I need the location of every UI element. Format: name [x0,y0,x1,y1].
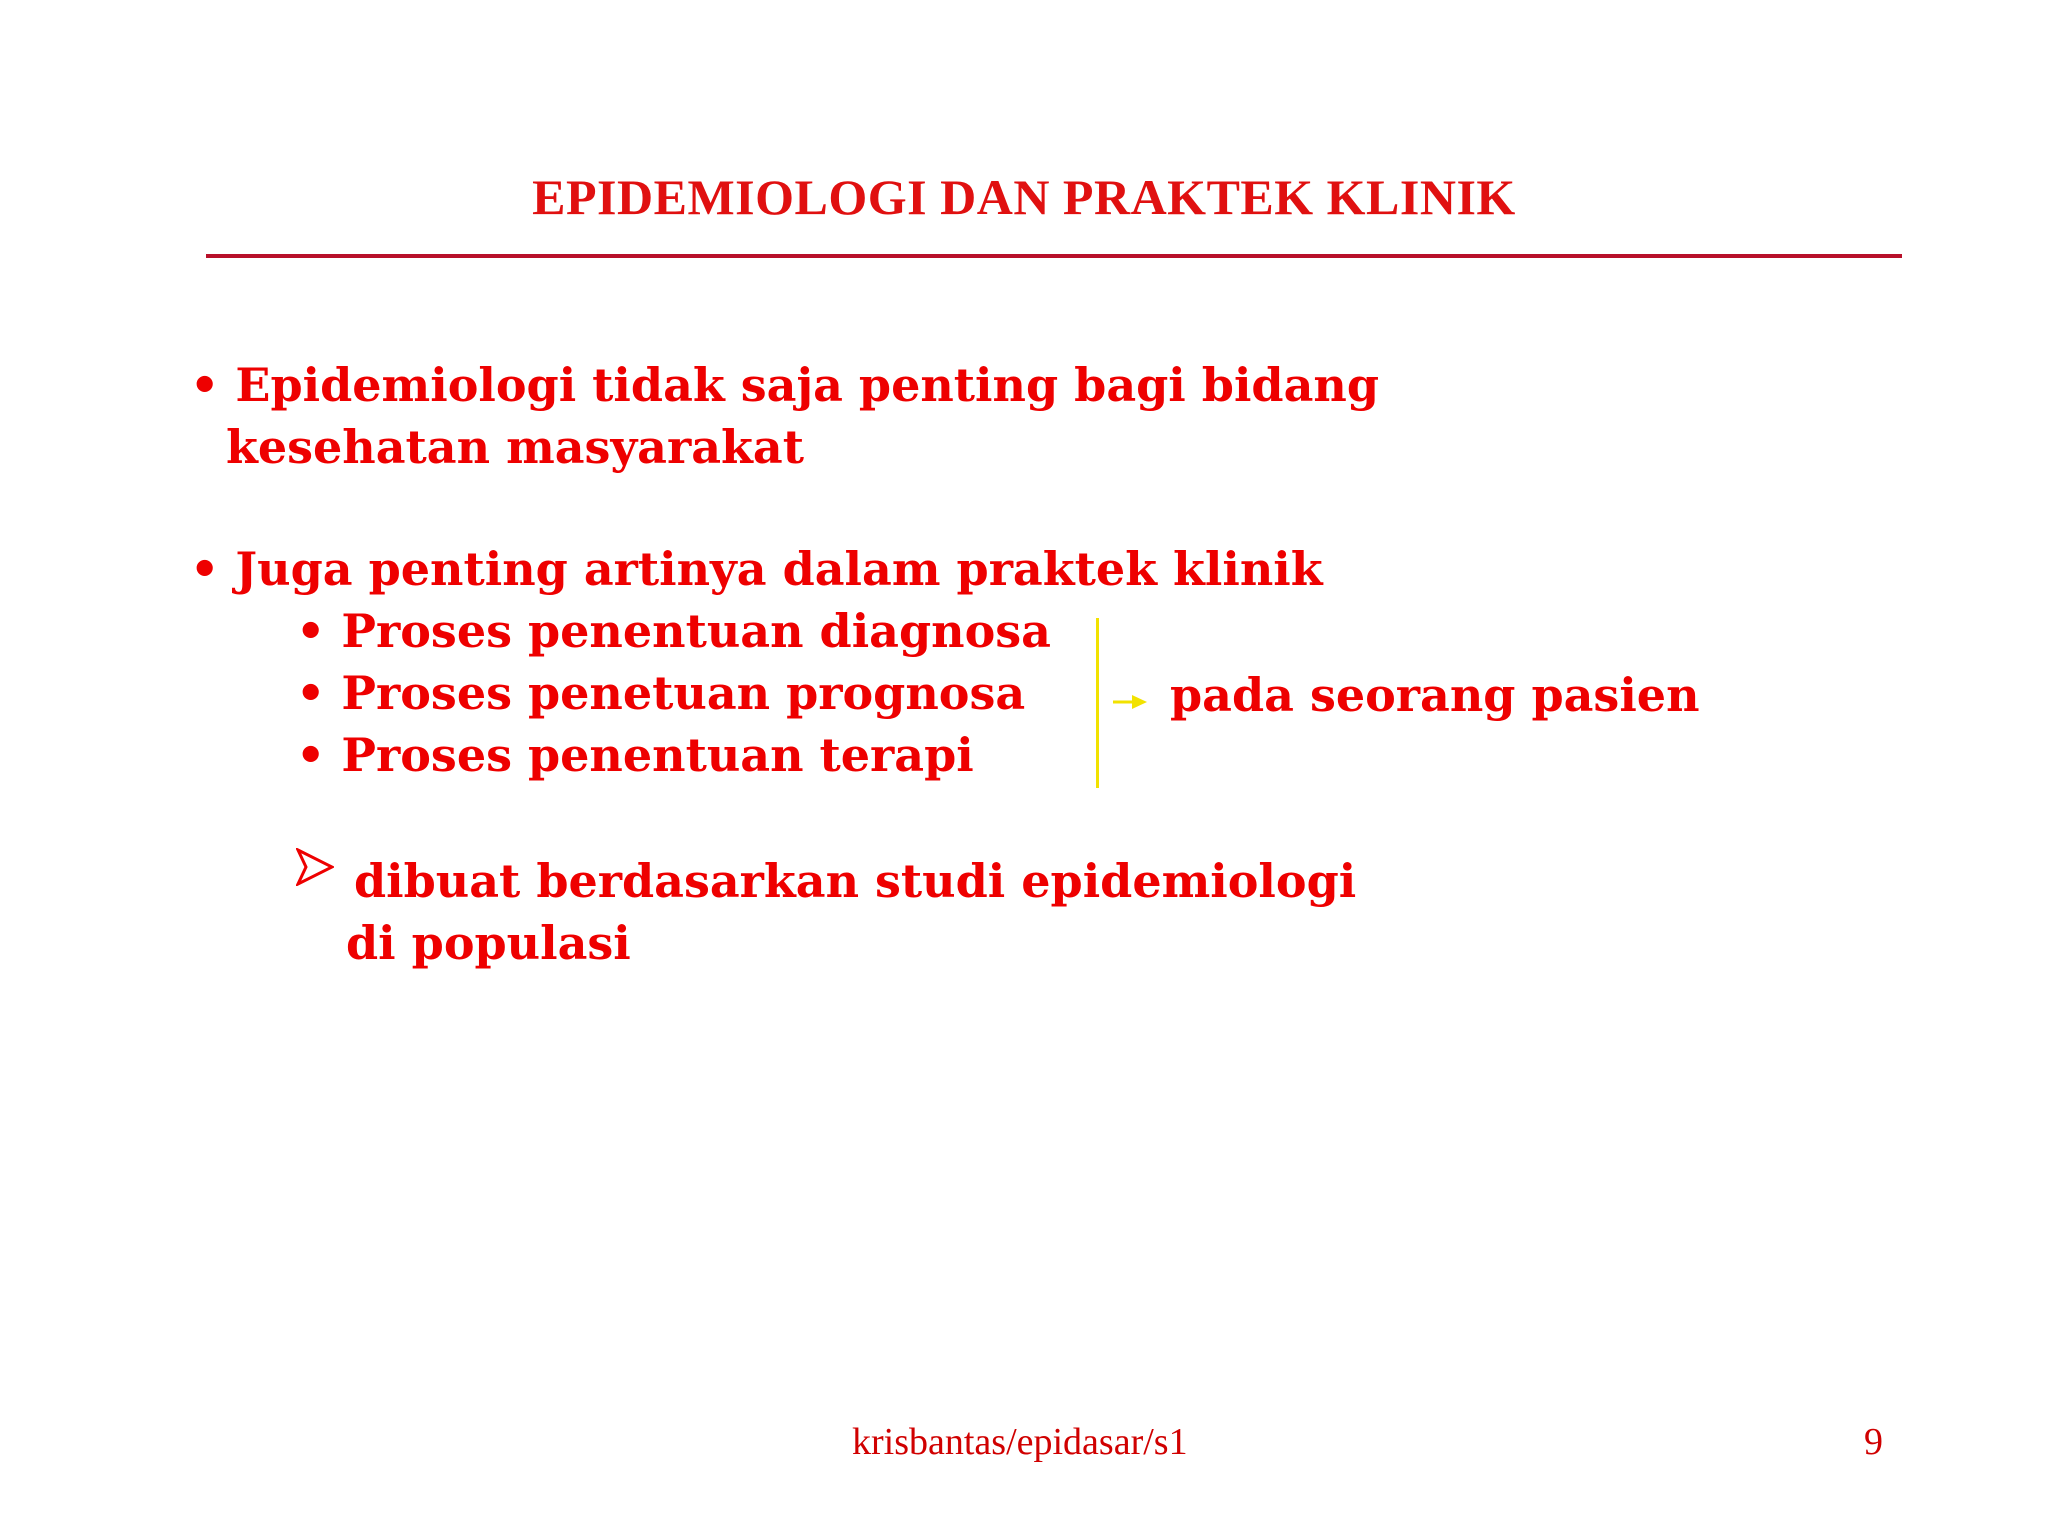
grouping-bracket [1096,618,1099,788]
chevron-right-icon [296,848,334,886]
conclusion-line-2: di populasi [346,916,631,970]
bullet-1-line-1: • Epidemiologi tidak saja penting bagi bidang [190,358,1379,412]
bracket-note: pada seorang pasien [1170,668,1700,722]
bullet-2: • Juga penting artinya dalam praktek klinik [190,542,1323,596]
page-number: 9 [1864,1421,1883,1463]
title-divider [206,254,1902,258]
arrow-right-icon [1112,694,1148,710]
bullet-1-line-2: kesehatan masyarakat [226,420,804,474]
subitem-terapi: • Proses penentuan terapi [296,728,974,782]
slide-title: EPIDEMIOLOGI DAN PRAKTEK KLINIK [532,169,1516,225]
subitem-prognosa: • Proses penetuan prognosa [296,666,1026,720]
conclusion-line-1: dibuat berdasarkan studi epidemiologi [354,854,1357,908]
subitem-diagnosa: • Proses penentuan diagnosa [296,604,1051,658]
footer-source: krisbantas/epidasar/s1 [852,1421,1188,1463]
